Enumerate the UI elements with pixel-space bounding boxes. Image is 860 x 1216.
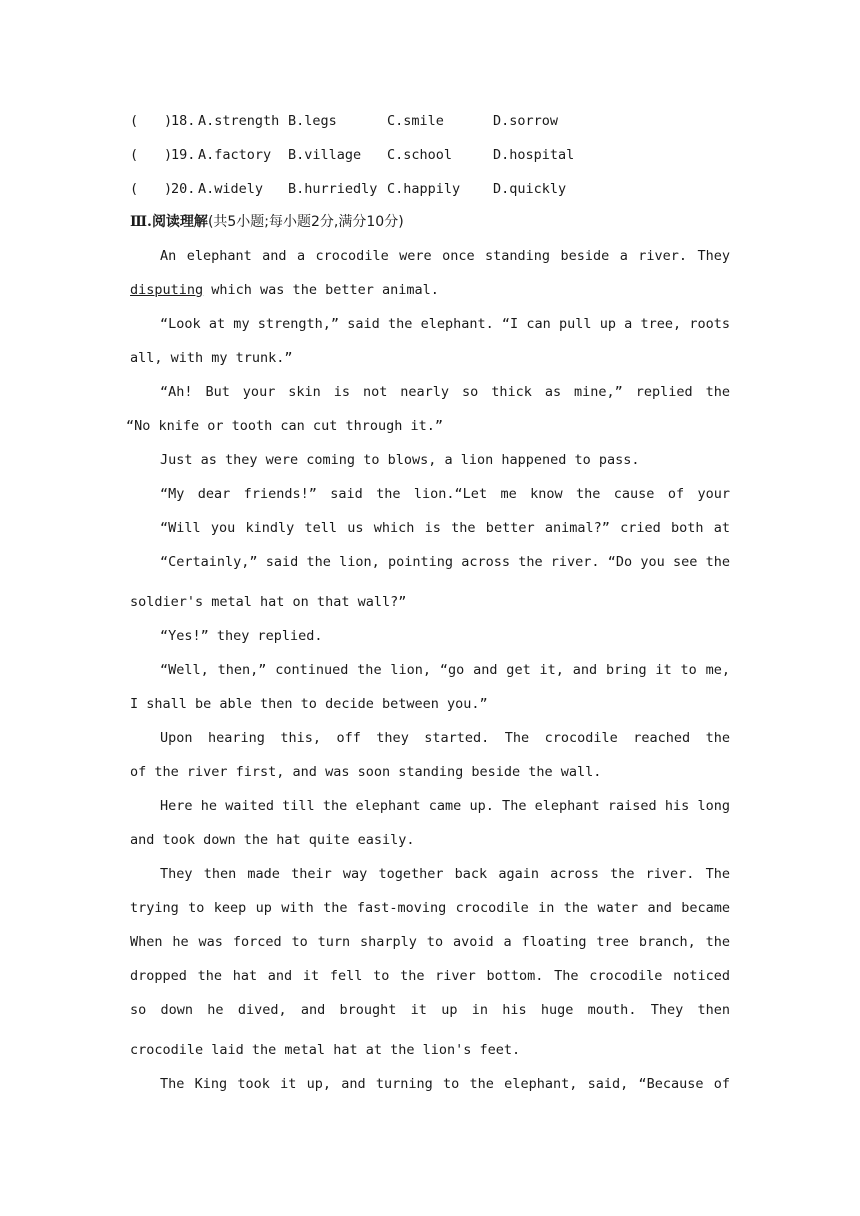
answer-bracket-close: ) [164, 147, 173, 163]
passage-line: When he was forced to turn sharply to avoid a floating tree branch, the [130, 934, 730, 950]
option-c: C.smile [387, 113, 444, 129]
passage-line: The King took it up, and turning to the elephant, said, “Because of [160, 1076, 730, 1092]
passage-line: Upon hearing this, off they started. The crocodile reached the [160, 730, 730, 746]
passage-line: Just as they were coming to blows, a lion happened to pass. [160, 452, 640, 468]
section-title: 阅读理解 [151, 214, 208, 230]
section-number: Ⅲ. [130, 214, 152, 230]
section-heading [130, 211, 404, 233]
reading-passage [126, 239, 730, 1101]
option-b: B.hurriedly [288, 181, 378, 197]
answer-bracket-close: ) [164, 113, 173, 129]
option-a: A.factory [198, 147, 272, 163]
option-c: C.happily [387, 181, 461, 197]
question-number: 19. [171, 147, 196, 163]
passage-line: trying to keep up with the fast-moving crocodile in the water and became [130, 900, 730, 916]
passage-line: “Look at my strength,” said the elephant. “I can pull up a tree, roots [160, 316, 730, 332]
answer-bracket-close: ) [164, 181, 173, 197]
answer-bracket-open: ( [130, 181, 139, 197]
answer-bracket-open: ( [130, 147, 139, 163]
answer-bracket-open: ( [130, 113, 139, 129]
option-d: D.sorrow [493, 113, 559, 129]
passage-line: “Ah! But your skin is not nearly so thick as mine,” replied the [160, 384, 730, 400]
passage-line: “My dear friends!” said the lion.“Let me know the cause of your [160, 486, 730, 502]
section-score-note: (共5小题;每小题2分,满分10分) [207, 214, 404, 230]
option-d: D.hospital [493, 147, 575, 163]
option-a: A.widely [198, 181, 264, 197]
option-a: A.strength [198, 113, 280, 129]
passage-line: soldier's metal hat on that wall?” [130, 594, 407, 610]
question-number: 18. [171, 113, 196, 129]
option-d: D.quickly [493, 181, 567, 197]
passage-line: of the river first, and was soon standing beside the wall. [130, 764, 602, 780]
passage-line: They then made their way together back again across the river. The [160, 866, 730, 882]
question-number: 20. [171, 181, 196, 197]
passage-line: “Yes!” they replied. [160, 628, 323, 644]
passage-line: dropped the hat and it fell to the river bottom. The crocodile noticed [130, 968, 730, 984]
passage-line: “No knife or tooth can cut through it.” [126, 418, 443, 434]
passage-line: An elephant and a crocodile were once standing beside a river. They [160, 248, 730, 264]
passage-line: crocodile laid the metal hat at the lion's feet. [130, 1042, 521, 1058]
passage-line: I shall be able then to decide between you.” [130, 696, 488, 712]
passage-line [130, 273, 730, 307]
passage-line: all, with my trunk.” [130, 350, 293, 366]
passage-line: “Will you kindly tell us which is the better animal?” cried both at [160, 520, 730, 536]
passage-line: so down he dived, and brought it up in his huge mouth. They then [130, 1002, 730, 1018]
option-b: B.legs [288, 113, 337, 129]
passage-line: “Well, then,” continued the lion, “go and get it, and bring it to me, [160, 662, 730, 678]
option-b: B.village [288, 147, 362, 163]
option-c: C.school [387, 147, 453, 163]
passage-line: and took down the hat quite easily. [130, 832, 415, 848]
passage-text: which was the better animal. [203, 282, 439, 298]
passage-line: Here he waited till the elephant came up. The elephant raised his long [160, 798, 730, 814]
underlined-word: disputing [130, 282, 204, 298]
passage-line: “Certainly,” said the lion, pointing across the river. “Do you see the [160, 554, 730, 570]
